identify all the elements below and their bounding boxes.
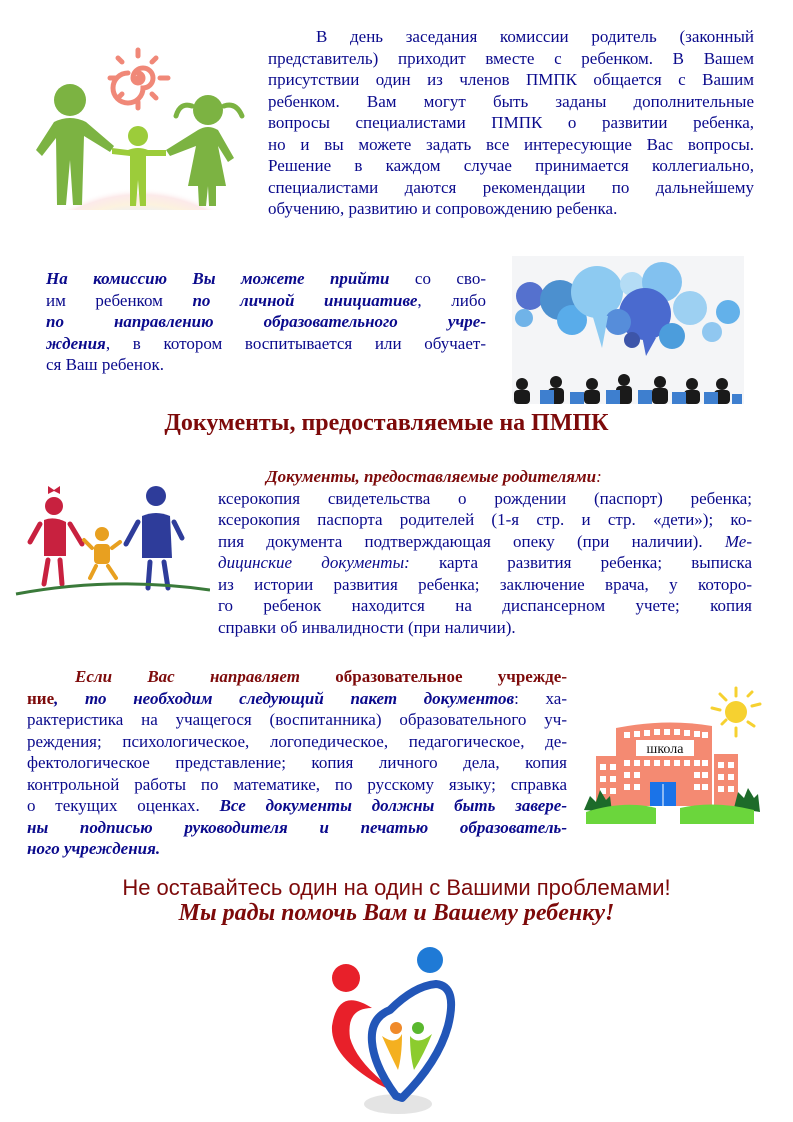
intro-line: присутствии один из членов ПМПК общается с Вашим <box>268 70 754 89</box>
emphasis-text: Ме- <box>724 531 752 551</box>
emphasis-text: , то необходим следующий пакет документов <box>54 688 515 708</box>
parent-documents-paragraph <box>218 466 752 638</box>
text: контрольной работы по математике, по русскому языку; справка <box>27 774 567 794</box>
intro-line: но и вы можете задать все интересующие Вас вопросы. <box>268 134 754 154</box>
referral-paragraph <box>46 268 486 376</box>
footer-slogan: Не оставайтесь один на один с Вашими проблемами! <box>122 875 671 900</box>
intro-line: ребенком. Вам могут быть заданы дополнительные <box>268 91 754 111</box>
emphasis-text: ного учреждения. <box>27 839 161 858</box>
text: ся Ваш ребенок. <box>46 355 164 374</box>
family-colored-figures-icon <box>14 478 210 598</box>
emphasis-text: На комиссию Вы можете прийти <box>46 269 390 288</box>
school-building-icon <box>584 684 780 834</box>
text: ксерокопия свидетельства о рождении (паспорт) ребенка; <box>218 488 752 508</box>
intro-line: обучению, развитию и сопровождению ребенка. <box>268 199 618 218</box>
footer-motto: Мы рады помочь Вам и Вашему ребенку! <box>178 900 615 926</box>
emphasis-text: ние <box>27 688 55 708</box>
documents-heading: Документы, предоставляемые на ПМПК <box>164 410 609 436</box>
emphasis-text: ждения <box>46 333 106 353</box>
emphasis-text: по личной инициативе <box>192 290 418 310</box>
institution-documents-paragraph <box>27 666 567 860</box>
text: реждения; психологическое, логопедическое, педагогическое, де- <box>27 731 567 751</box>
text: : <box>596 467 602 486</box>
text: : ха- <box>514 688 567 708</box>
text: им ребенком <box>46 290 193 310</box>
emphasis-text: образовательное учрежде- <box>299 667 567 686</box>
text: со сво- <box>389 269 486 288</box>
emphasis-text: дицинские документы: <box>218 553 410 572</box>
emphasis-text: по направлению образовательного учре- <box>46 312 486 331</box>
text: карта развития ребенка; выписка <box>409 553 753 572</box>
emphasis-text: ны подписью руководителя и печатью образователь- <box>27 817 567 837</box>
intro-paragraph <box>268 26 754 220</box>
text: го ребенок находится на диспансерном учете; копия <box>218 596 752 615</box>
text: о текущих оценках. <box>27 796 220 815</box>
emphasis-text: Все документы должны быть завере- <box>219 796 567 815</box>
emphasis-text: Если Вас направляет <box>75 667 300 686</box>
family-with-sun-icon <box>20 10 260 210</box>
school-sign-text: школа <box>646 742 684 757</box>
intro-line: специалистами даются рекомендации по дальнейшему <box>268 177 754 197</box>
text: справки об инвалидности (при наличии). <box>218 617 516 637</box>
text: , либо <box>417 290 486 310</box>
text: ксерокопия паспорта родителей (1-я стр. и стр. «дети»); ко- <box>218 510 752 529</box>
intro-line: Решение в каждом случае принимается коллегиально, <box>268 156 754 175</box>
text: пия документа подтверждающая опеку (при наличии). <box>218 531 725 551</box>
heart-family-logo <box>318 946 468 1122</box>
text: из истории развития ребенка; заключение врача, у которо- <box>218 574 752 594</box>
text: фектологическое представление; копия личного дела, копия <box>27 753 567 772</box>
meeting-speech-bubbles-image <box>512 256 744 404</box>
intro-line: представитель) приходит вместе с ребенком. В Вашем <box>268 48 754 68</box>
intro-line: вопросы специалистами ПМПК о развитии ребенка, <box>268 113 754 132</box>
text: , в котором воспитывается или обучает- <box>105 333 486 353</box>
section-title: Документы, предоставляемые родителями <box>266 467 597 486</box>
intro-line: В день заседания комиссии родитель (законный <box>316 27 754 46</box>
text: рактеристика на учащегося (воспитанника) образовательного уч- <box>27 710 567 729</box>
